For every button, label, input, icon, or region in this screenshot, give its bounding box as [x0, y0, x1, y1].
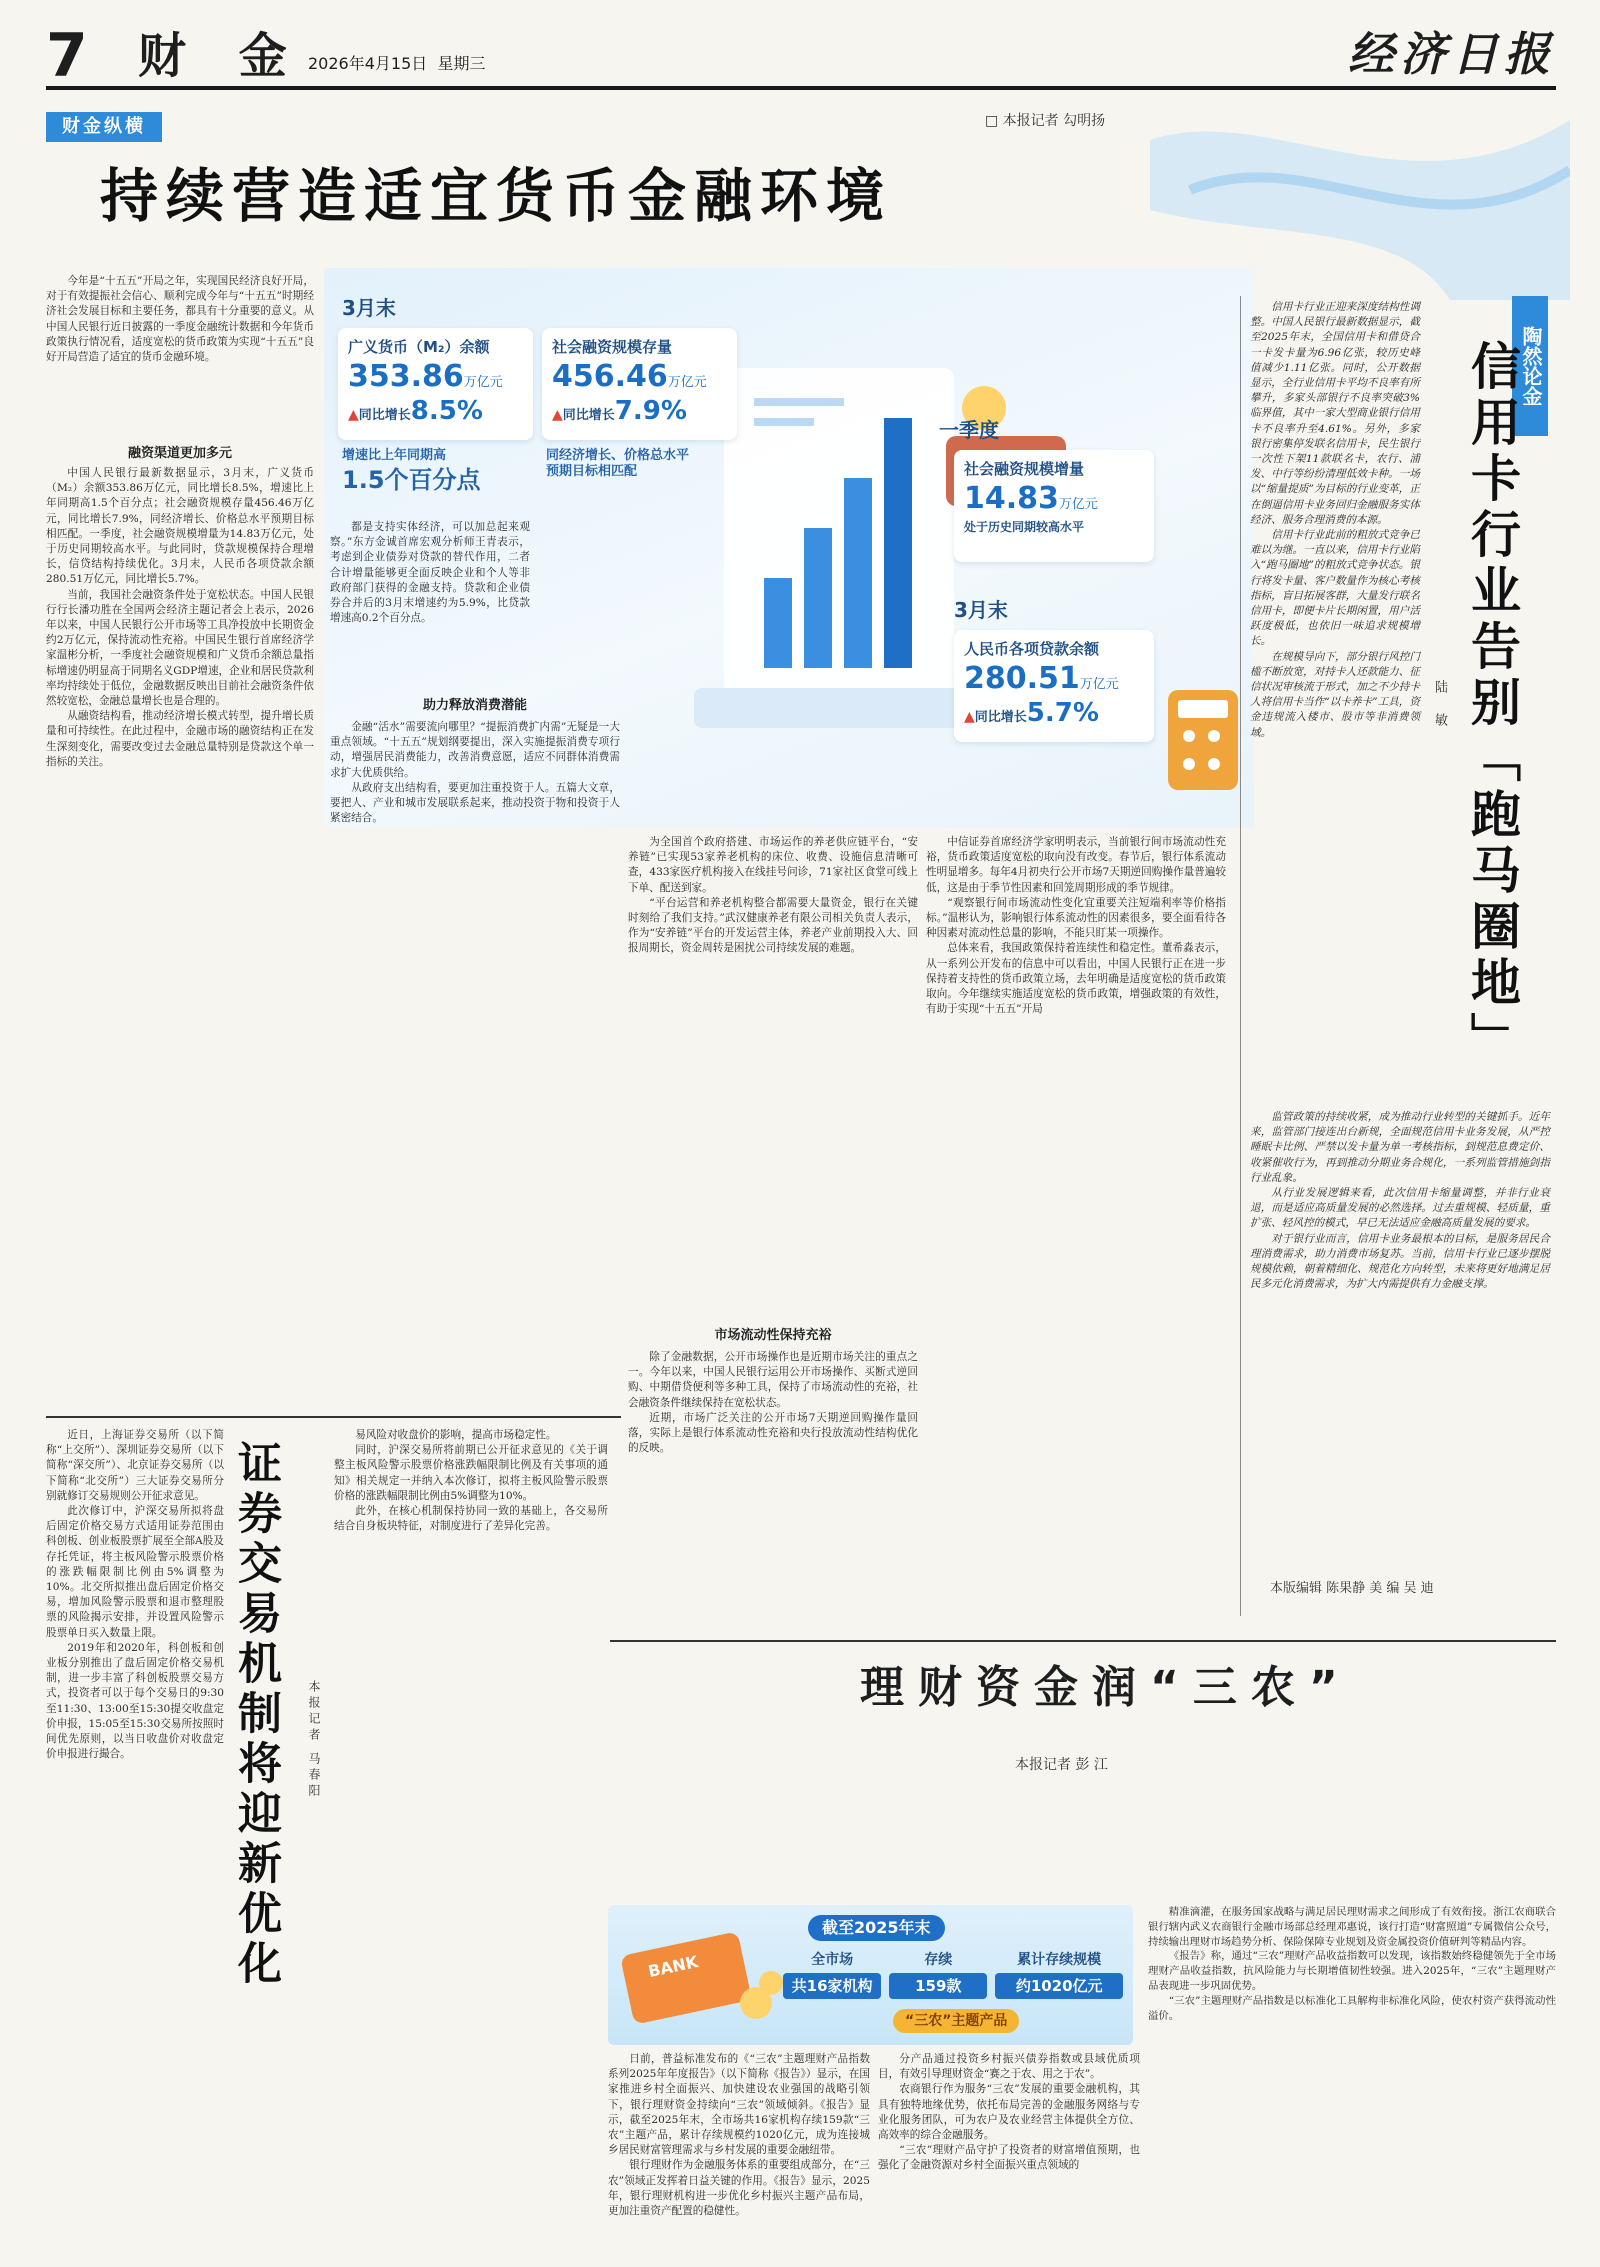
- main-col3: [330, 720, 620, 826]
- stat-label: 社会融资规模增量: [964, 460, 1085, 478]
- rural-para: 银行理财作为金融服务体系的重要组成部分，在“三农”领域正发挥着日益关键的作用。《报告》显示，2025年，银行理财机构进一步优化乡村振兴主题产品布局，更加注重资产配置的稳健性。: [608, 2159, 870, 2218]
- sidebar-divider: [1240, 296, 1241, 1616]
- rural-infographic: [608, 1905, 1133, 2045]
- weekday-text: 星期三: [437, 54, 486, 73]
- opinion-body-bottom: [1250, 1110, 1550, 1292]
- stat-unit: 万亿元: [1079, 677, 1119, 692]
- rural-caption: “三农”主题产品: [893, 2009, 1019, 2033]
- col5-para: 除了金融数据，公开市场操作也是近期市场关注的重点之一。今年以来，中国人民银行运用公开市场操作、买断式逆回购、中期借贷便利等多种工具，保持了市场流动性的充裕，社会融资条件继续保持在宽松状态。: [628, 1351, 918, 1409]
- col1-para: 当前，我国社会融资条件处于宽松状态。中国人民银行行长潘功胜在全国两会经济主题记者会上表示，2026年以来，中国人民银行公开市场等工具净投放中长期资金约2万亿元，保持流动性充裕。中国民生银行首席经济学家温彬分析，一季度社会融资规模和广义货币余额总量指标增速仍明显高于同期名义GDP增速，企业和居民贷款利率均持续处于低位，金融数据反映出目前社会融资条件依然较宽松，金融总量增长也是合理的。: [46, 588, 314, 708]
- col1-para: 中国人民银行最新数据显示，3月末，广义货币（M₂）余额353.86万亿元，同比增长8.5%，增速比上年同期高1.5个百分点；社会融资规模存量456.46万亿元，同比增长7.9%，同经济增长、价格总水平预期目标相匹配。一季度，社会融资规模增量为14.83万亿元，处于历史同期较高水平。与此同时，贷款规模保持合理增长，信贷结构持续优化。3月末，人民币各项贷款余额280.51万亿元，同比增长5.7%。: [46, 467, 314, 586]
- rural-col3: [1148, 1905, 1556, 2023]
- main-headline: 持续营造适宜货币金融环境: [100, 162, 893, 230]
- stat-value: 456.46: [552, 359, 668, 394]
- stat-label: 广义货币（M₂）余额: [348, 338, 490, 356]
- stat-note: 增速比上年同期高: [342, 448, 447, 463]
- section-divider: [46, 1416, 621, 1418]
- stat-card-afre-increment: [954, 450, 1154, 562]
- intro-paragraph: 今年是“十五五”开局之年，实现国民经济良好开局，对于有效提振社会信心、顺利完成今年与“十五五”时期经济社会发展目标和主要任务，都具有十分重要的意义。从中国人民银行近日披露的一季度金融统计数据和今年货币政策执行情况看，适度宽松的货币政策为实现“十五五”良好开局营造了适宜的货币金融环境。: [46, 275, 314, 364]
- col4-para: “平台运营和养老机构整合都需要大量资金，银行在关键时刻给了我们支持。”武汉健康养老有限公司相关负责人表示，作为“安养链”平台的开发运营主体，养老产业前期投入大、回报周期长，资金周转是困扰公司持续发展的难题。: [628, 896, 918, 955]
- securities-col1: [46, 1428, 224, 1762]
- main-col2: [330, 520, 530, 626]
- col6-para: “观察银行间市场流动性变化宜重要关注短端利率等价格指标。”温彬认为，影响银行体系流动性的因素很多，要全面看待各种因素对流动性总量的影响，不能只盯某一项操作。: [926, 896, 1226, 940]
- change-label: 同比增长: [562, 408, 615, 423]
- rural-para: 日前，普益标准发布的《“三农”主题理财产品指数系列2025年年度报告》（以下简称《报告》）显示，在国家推进乡村全面振兴、加快建设农业强国的战略引领下，银行理财资金持续向“三农”领域倾斜。《报告》显示，截至2025年末，全市场共16家机构存续159款“三农”主题产品，累计存续规模约1020亿元，成为连接城乡居民财富管理需求与乡村发展的重要金融纽带。: [608, 2053, 870, 2157]
- rural-stat-label: 全市场: [811, 1952, 854, 1968]
- change-label: 同比增长: [358, 408, 411, 423]
- stat-note: 处于历史同期较高水平: [964, 520, 1085, 534]
- rural-stat-value: 共16家机构: [783, 1973, 881, 1999]
- rural-graphic-title: 截至2025年末: [808, 1915, 945, 1941]
- stat-value: 280.51: [964, 661, 1080, 696]
- rural-para: “三农”理财产品守护了投资者的财富增值预期，也强化了金融资源对乡村全面振兴重点领域的: [878, 2144, 1140, 2172]
- rural-para: 农商银行作为服务“三农”发展的重要金融机构，其具有独特地缘优势，依托布局完善的金融服务网络与专业化服务团队，可为农户及农业经营主体提供全方位、高效率的综合金融服务。: [878, 2083, 1140, 2142]
- subhead-liquidity: 市场流动性保持充裕: [714, 1328, 832, 1343]
- rural-para: “三农”主题理财产品指数是以标准化工具解构非标准化风险，使农村资产获得流动性溢价。: [1148, 1994, 1556, 2022]
- editor-line: 本版编辑 陈果静 美 编 吴 迪: [1270, 1581, 1434, 1596]
- stat-unit: 万亿元: [667, 375, 707, 390]
- securities-headline: 证券交易机制将迎新优化: [230, 1440, 281, 1990]
- rural-col2: [878, 2052, 1140, 2174]
- main-intro: [46, 274, 314, 365]
- stat-card-m2: [338, 328, 533, 440]
- section-name: 财 金: [138, 28, 305, 84]
- opinion-para: 对于银行业而言，信用卡业务最根本的目标，是服务居民合理消费需求，助力消费市场复苏。当前，信用卡行业已逐步摆脱规模依赖，朝着精细化、规范化方向转型，未来将更好地满足居民多元化消费需求，为扩大内需提供有力金融支撑。: [1250, 1232, 1550, 1291]
- rural-para: 精准滴灌，在服务国家战略与满足居民理财需求之间形成了有效衔接。浙江农商联合银行辖内武义农商银行金融市场部总经理邓惠说，该行打造“财富照道”专属微信公众号，持续输出理财市场趋势分析、保险保障专业规划及资金属投资价值研判等精品内容。: [1148, 1906, 1556, 1948]
- main-col4: [628, 835, 918, 957]
- rural-stat-value: 159款: [889, 1973, 987, 1999]
- col1-para: 从融资结构看，推动经济增长模式转型，提升增长质量和可持续性。在此过程中，金融市场的融资结构正在发生深刻变化，需要改变过去金融总量特别是贷款这个单一指标的关注。: [46, 710, 314, 768]
- stat-value: 14.83: [964, 481, 1059, 516]
- up-arrow-icon: ▲: [552, 407, 563, 423]
- rural-stats: [783, 1951, 1123, 1999]
- opinion-para: 信用卡行业正迎来深度结构性调整。中国人民银行最新数据显示，截至2025年末，全国信用卡和借贷合一卡发卡量为6.96亿张，较历史峰值减少1.11亿张。同时，公开数据显示，全行业信用卡平均不良率有所攀升，多家头部银行不良率突破3%临界值，其中一家大型商业银行信用卡不良率升至4.61%。另外，多家银行密集停发联名信用卡，民生银行一次性下架11款联名卡，农行、浦发、中行等纷纷清理低效卡种。一场以“缩量提质”为目标的行业变革，正在倒逼信用卡业务回归金融服务实体经济、服务合理消费的本源。: [1250, 301, 1420, 526]
- change-value: 5.7%: [1026, 698, 1099, 728]
- opinion-headline: 信用卡行业告别「跑马圈地」: [1463, 340, 1521, 1068]
- stat-card-afre-stock: [542, 328, 737, 440]
- securities-para: 易风险对收盘价的影响，提高市场稳定性。: [355, 1429, 557, 1441]
- col2-para: 都是支持实体经济，可以加总起来观察。”东方金诚首席宏观分析师王青表示，考虑到企业债券对贷款的替代作用，二者合计增量能够更全面反映企业和个人等非政府部门获得的金融支持。贷款和企业债券合并后的3月末增速约为5.9%，比贷款增速高0.2个百分点。: [330, 521, 530, 625]
- rural-stat: [995, 1951, 1123, 1999]
- masthead: [46, 20, 1556, 90]
- paper-logo: 经济日报: [1348, 27, 1556, 81]
- col6-para: 中信证券首席经济学家明明表示，当前银行间市场流动性充裕，货币政策适度宽松的取向没有改变。春节后，银行体系流动性明显增多。每年4月初央行公开市场7天期逆回购操作量普遍较低，这是由于季节性因素和回笼周期形成的季节规律。: [926, 836, 1226, 894]
- rural-stat-label: 累计存续规模: [1017, 1952, 1102, 1968]
- main-col5: [628, 1350, 918, 1456]
- page-number: 7: [46, 21, 88, 91]
- rural-col1: [608, 2052, 870, 2219]
- stat-unit: 万亿元: [1058, 497, 1098, 512]
- securities-para: 此外，在核心机制保持协同一致的基础上，各交易所结合自身板块特征，对制度进行了差异化完善。: [334, 1505, 608, 1533]
- opinion-para: 监管政策的持续收紧，成为推动行业转型的关键抓手。近年来，监管部门接连出台新规，全面规范信用卡业务发展，从严控睡眠卡比例、严禁以发卡量为单一考核指标，到规范息费定价、收紧催收行为，再到推动分期业务合规化，一系列监管措施剑指行业乱象。: [1250, 1111, 1550, 1184]
- stat-label: 人民币各项贷款余额: [964, 640, 1100, 658]
- stat-value: 353.86: [348, 359, 464, 394]
- opinion-tag: 陶然论金: [1512, 296, 1548, 436]
- up-arrow-icon: ▲: [348, 407, 359, 423]
- rural-byline: 本报记者 彭 江: [1015, 1757, 1108, 1773]
- main-col6: [926, 835, 1226, 1017]
- stat-unit: 万亿元: [463, 375, 503, 390]
- col4-para: 为全国首个政府搭建、市场运作的养老供应链平台，“安养链”已实现53家养老机构的床位、收费、设施信息清晰可查，433家医疗机构接入在线挂号问诊，71家社区食堂可线上下单、配送到家。: [628, 836, 918, 894]
- change-label: 同比增长: [974, 710, 1027, 725]
- stat-note-value: 1.5个百分点: [342, 466, 481, 494]
- main-col1: [46, 466, 314, 770]
- stat-card-loans: [954, 630, 1154, 742]
- calculator-illustration: [1164, 686, 1244, 796]
- rural-stat: [889, 1951, 987, 1999]
- col3-para: 从政府支出结构看，要更加注重投资于人。五篇大文章，要把人、产业和城市发展联系起来，推动投资于物和投资于人紧密结合。: [330, 781, 620, 825]
- change-value: 8.5%: [410, 396, 483, 426]
- opinion-para: 信用卡行业此前的粗放式竞争已难以为继。一直以来，信用卡行业陷入“跑马圈地”的粗放式竞争状态。银行将发卡量、客户数量作为核心考核指标，盲目拓展客群，大量发行联名信用卡，即便卡片长期闲置，用户活跃度极低，也依旧一味追求规模增长。: [1250, 529, 1420, 648]
- period-label: 3月末: [954, 598, 1008, 622]
- bank-card-illustration: [616, 1923, 786, 2033]
- rural-stat: [783, 1951, 881, 1999]
- subhead-consumption: 助力释放消费潜能: [422, 698, 527, 713]
- section-divider: [610, 1640, 1556, 1642]
- up-arrow-icon: ▲: [964, 709, 975, 725]
- change-value: 7.9%: [614, 396, 687, 426]
- issue-date: [308, 54, 485, 74]
- subhead-financing: 融资渠道更加多元: [127, 446, 232, 461]
- column-badge: 财金纵横: [46, 112, 162, 142]
- stat-note: 同经济增长、价格总水平预期目标相匹配: [546, 448, 690, 479]
- rural-stat-label: 存续: [924, 1952, 953, 1968]
- opinion-author: 陆 敏: [1432, 680, 1447, 735]
- rural-para: 《报告》称，通过“三农”理财产品收益指数可以发现，该指数始终稳健领先于全市场理财产品收益指数，抗风险能力与长期增值韧性较强。进入2025年，“三农”主题理财产品表现进一步巩固优势。: [1148, 1950, 1556, 1992]
- col3-para: 金融“活水”需要流向哪里？“提振消费扩内需”无疑是一大重点领域。“十五五”规划纲要提出，深入实施提振消费专项行动，增强居民消费能力，改善消费意愿，适应不同群体消费需求扩大优质供给。: [330, 721, 620, 779]
- main-byline: □ 本报记者 勾明扬: [985, 113, 1106, 129]
- col5-para: 近期，市场广泛关注的公开市场7天期逆回购操作量回落，实际上是银行体系流动性充裕和央行投放流动性结构优化的反映。: [628, 1411, 918, 1455]
- col6-para: 总体来看，我国政策保持着连续性和稳定性。董希淼表示，从一系列公开发布的信息中可以看出，中国人民银行正在进一步保持着支持性的货币政策立场，去年明确是适度宽松的货币政策取向。今年继续实施适度宽松的货币政策，增强政策的有效性，有助于实现“十五五”开局: [926, 942, 1226, 1016]
- securities-para: 2019年和2020年，科创板和创业板分别推出了盘后固定价格交易机制，进一步丰富了科创板股票交易方式，投资者可以于每个交易日的9:30至11:30、13:00至15:30提交收盘定价申报，15:05至15:30交易所按照时间优先原则，以当日收盘价对收盘定价申报进行撮合。: [46, 1641, 224, 1761]
- stat-label: 社会融资规模存量: [552, 338, 673, 356]
- securities-para: 近日，上海证券交易所（以下简称“上交所”）、深圳证券交易所（以下简称“深交所”）、北京证券交易所（以下简称“北交所”）三大证券交易所分别就修订交易规则公开征求意见。: [46, 1429, 224, 1502]
- rural-para: 分产品通过投资乡村振兴债券指数或县域优质项目，有效引导理财资金“赛之于农、用之于农”。: [878, 2053, 1140, 2081]
- securities-col2: [334, 1428, 608, 1534]
- securities-reporter: 本报记者 马春阳: [307, 1680, 321, 1800]
- securities-para: 此次修订中，沪深交易所拟将盘后固定价格交易方式适用证券范围由科创板、创业板股票扩展至全部A股及存托凭证，将主板风险警示股票价格的涨跌幅限制比例由5%调整为10%。北交所拟推出盘后固定价格交易，增加风险警示股票和退市整理股票的风险揭示安排，并设置风险警示股票单日买入数量上限。: [46, 1505, 224, 1639]
- period-label: 3月末: [342, 296, 396, 320]
- period-label: 一季度: [939, 418, 999, 442]
- date-text: 2026年4月15日: [308, 54, 428, 73]
- opinion-para: 在规模导向下，部分银行风控门槛不断放宽，对持卡人还款能力、征信状况审核流于形式，加之不少持卡人将信用卡当作“以卡养卡”工具，资金违规流入楼市、股市等非消费领域。: [1250, 650, 1420, 739]
- securities-para: 同时，沪深交易所将前期已公开征求意见的《关于调整主板风险警示股票价格涨跌幅限制比例及有关事项的通知》相关规定一并纳入本次修订，拟将主板风险警示股票价格的涨跌幅限制比例由5%调整为10%。: [334, 1444, 608, 1502]
- rural-headline: 理财资金润“三农”: [860, 1662, 1352, 1713]
- rural-stat-value: 约1020亿元: [995, 1973, 1123, 1999]
- bank-label: BANK: [646, 1951, 700, 1982]
- opinion-para: 从行业发展逻辑来看，此次信用卡缩量调整，并非行业衰退，而是适应高质量发展的必然选择。过去重规模、轻质量，重扩张、轻风控的模式，早已无法适应金融高质量发展的要求。: [1250, 1187, 1550, 1230]
- opinion-body-top: [1250, 300, 1420, 741]
